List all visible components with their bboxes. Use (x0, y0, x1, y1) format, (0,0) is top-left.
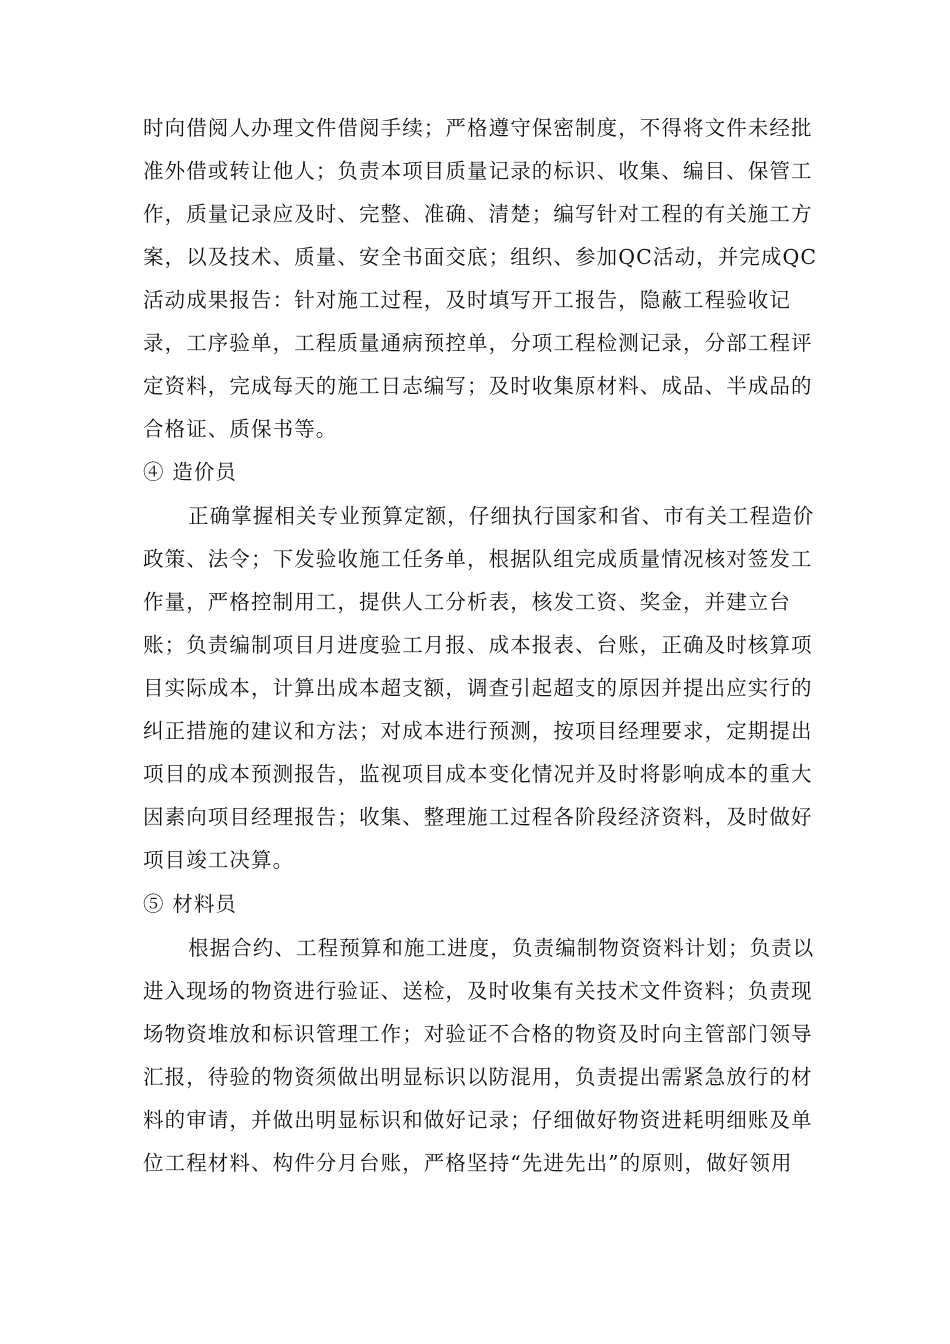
text-line: 汇报，待验的物资须做出明显标识以防混用，负责提出需紧急放行的材 (143, 1065, 813, 1089)
text-line: 料的审请，并做出明显标识和做好记录；仔细做好物资进耗明细账及单 (143, 1108, 813, 1132)
text-line: 场物资堆放和标识管理工作；对验证不合格的物资及时向主管部门领导 (143, 1022, 813, 1046)
text-line: 正确掌握相关专业预算定额，仔细执行国家和省、市有关工程造价 (188, 504, 815, 528)
text-line: 作量，严格控制用工，提供人工分析表，核发工资、奖金，并建立台 (143, 590, 791, 614)
text-line: 项目的成本预测报告，监视项目成本变化情况并及时将影响成本的重大 (143, 762, 813, 786)
section-heading-cost-estimator: ④ 造价员 (143, 460, 238, 484)
text-line: 准外借或转让他人；负责本项目质量记录的标识、收集、编目、保管工 (143, 159, 813, 183)
text-line: 定资料，完成每天的施工日志编写；及时收集原材料、成品、半成品的 (143, 374, 813, 398)
text-line: 目实际成本，计算出成本超支额，调查引起超支的原因并提出应实行的 (143, 676, 813, 700)
text-line: 时向借阅人办理文件借阅手续；严格遵守保密制度，不得将文件未经批 (143, 116, 813, 140)
text-line: 政策、法令；下发验收施工任务单，根据队组完成质量情况核对签发工 (143, 547, 813, 571)
text-line: 因素向项目经理报告；收集、整理施工过程各阶段经济资料，及时做好 (143, 805, 813, 829)
text-line: 进入现场的物资进行验证、送检，及时收集有关技术文件资料；负责现 (143, 979, 813, 1003)
text-line: 根据合约、工程预算和施工进度，负责编制物资资料计划；负责以 (188, 936, 815, 960)
text-line: 案，以及技术、质量、安全书面交底；组织、参加QC活动，并完成QC (143, 245, 818, 269)
text-line: 项目竣工决算。 (143, 848, 295, 872)
text-line: 纠正措施的建议和方法；对成本进行预测，按项目经理要求，定期提出 (143, 719, 813, 743)
text-line: 位工程材料、构件分月台账，严格坚持“先进先出”的原则，做好领用 (143, 1151, 793, 1175)
text-line: 合格证、质保书等。 (143, 417, 338, 441)
text-line: 活动成果报告：针对施工过程，及时填写开工报告，隐蔽工程验收记 (143, 288, 791, 312)
text-line: 作，质量记录应及时、完整、准确、清楚；编写针对工程的有关施工方 (143, 202, 813, 226)
text-line: 账；负责编制项目月进度验工月报、成本报表、台账，正确及时核算项 (143, 633, 813, 657)
text-line: 录，工序验单，工程质量通病预控单，分项工程检测记录，分部工程评 (143, 331, 813, 355)
section-heading-materials-clerk: ⑤ 材料员 (143, 892, 238, 916)
